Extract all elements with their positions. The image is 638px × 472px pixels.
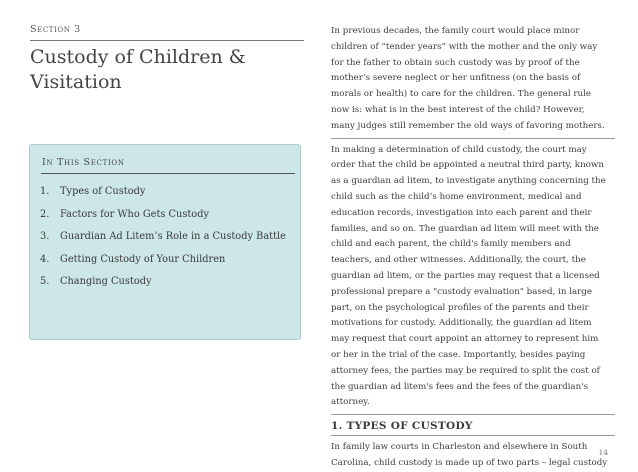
toc-item xyxy=(40,271,286,294)
toc-item xyxy=(40,226,286,249)
page-title xyxy=(30,45,310,95)
toc-item-label: Guardian Ad Litem’s Role in a Custody Battle xyxy=(60,231,286,242)
toc-item xyxy=(40,249,286,272)
body-paragraph-2: In making a determination of child custody, the court may order that the child be appointed a neutral third party, known as a guardian ad litem, to investigate anything concerning the child such as the child’s home environment, medical and education records, investigation into each parent and their families, and so on. The guardian ad litem will meet with the child and each parent, the child's family members and teachers, and other witnesses. Additionally, the court, the guardian ad litem, or the parties may request that a licensed professional prepare a "custody evaluation" based, in large part, on the psychological profiles of the parents and their motivations for custody. Additionally, the guardian ad litem may request that court appoint an attorney to represent him or her in the trial of the case. Importantly, besides paying attorney fees, the parties may be required to split the cost of the guardian ad litem's fees and the fees of the guardian's attorney. xyxy=(331,144,606,408)
toc-item-number: 1. xyxy=(40,186,50,197)
body-paragraph-3: In family law courts in Charleston and elsewhere in South Carolina, child custody is made up of two parts – legal custody xyxy=(331,442,608,468)
toc-item-number: 5. xyxy=(40,276,50,287)
toc-list xyxy=(40,181,286,294)
paragraph-divider xyxy=(331,435,615,436)
toc-item-number: 4. xyxy=(40,253,50,265)
page-number: 14 xyxy=(598,448,608,457)
toc-heading: In This Section xyxy=(42,157,125,168)
toc-item-label: Types of Custody xyxy=(60,186,146,197)
body-column xyxy=(331,24,621,472)
toc-rule xyxy=(41,173,295,174)
toc-item xyxy=(40,204,286,227)
page-title-line-2: Visitation xyxy=(30,71,122,93)
toc-box xyxy=(29,144,301,340)
toc-item-label: Getting Custody of Your Children xyxy=(60,253,226,265)
toc-item xyxy=(40,181,286,204)
body-paragraph-1: In previous decades, the family court would place minor children of “tender years” with the mother and the only way for the father to obtain such custody was by proof of the mother’s severe neglect or her unfitness (on the basis of morals or health) to care for the children. The general rule now is: what is in the best interest of the child? However, many judges still remember the old ways of favoring mothers. xyxy=(331,26,605,131)
page-title-line-1: Custody of Children & xyxy=(30,46,246,68)
toc-item-number: 3. xyxy=(40,231,50,242)
toc-item-label: Changing Custody xyxy=(60,276,152,287)
subheading-types-of-custody: 1. TYPES OF CUSTODY xyxy=(331,420,473,433)
section-label: Section 3 xyxy=(30,24,81,35)
paragraph-divider xyxy=(331,414,615,415)
toc-item-label: Factors for Who Gets Custody xyxy=(60,208,210,220)
toc-item-number: 2. xyxy=(40,208,50,220)
section-rule xyxy=(30,40,304,41)
paragraph-divider xyxy=(331,138,615,139)
